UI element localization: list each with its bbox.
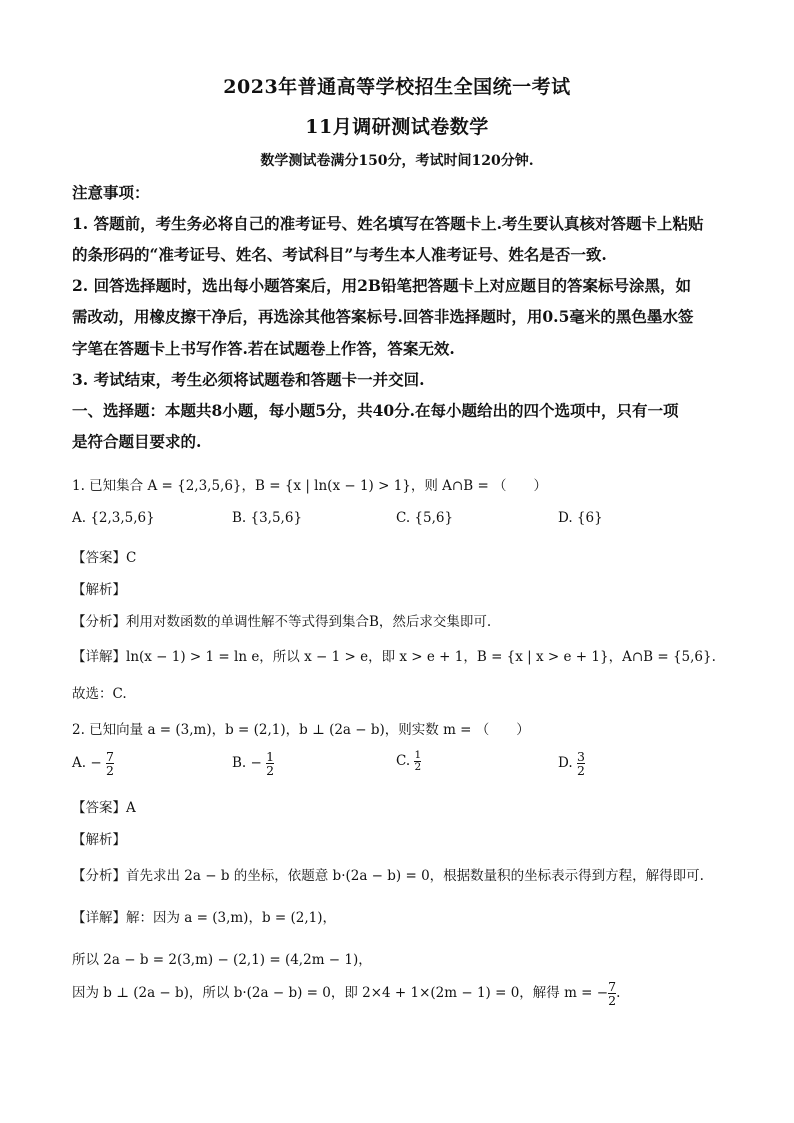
question-1-detail: 【详解】ln(x − 1) > 1 = ln e，所以 x − 1 > e，即 x > e + 1，B = {x | x > e + 1}，A∩B = {5,6}. [72,649,716,665]
option-b-sign: B. − [232,755,262,772]
option-b-numerator: 1 [266,749,275,764]
detail-3-denominator: 2 [608,993,617,1009]
option-c-sign: C. [396,753,415,770]
section-heading-line-2: 是符合题目要求的. [72,432,202,451]
note-3: 3. 考试结束，考生必须将试题卷和答题卡一并交回. [72,370,425,389]
option-d-fraction [577,750,585,777]
detail-3-text: 因为 b ⊥ (2a − b)，所以 b·(2a − b) = 0，即 2×4 + 1×(2m − 1) = 0，解得 m = − [72,985,609,1002]
question-1-option-b: B. {3,5,6} [232,510,303,526]
question-2-detail-1: 【详解】解：因为 a = (3,m)，b = (2,1)， [72,910,336,926]
question-1-conclusion: 故选：C. [72,686,127,702]
note-2-line-1: 2. 回答选择题时，选出每小题答案后，用2B铅笔把答题卡上对应题目的答案标号涂黑，如 [72,276,691,295]
notes-heading: 注意事项： [72,183,150,202]
note-2-line-2: 需改动，用橡皮擦干净后，再选涂其他答案标号.回答非选择题时，用0.5毫米的黑色墨水签 [72,307,694,326]
exam-title: 2023年普通高等学校招生全国统一考试 [223,76,571,98]
question-2-answer: 【答案】A [72,800,136,816]
question-2-analysis: 【分析】首先求出 2a − b 的坐标，依题意 b·(2a − b) = 0，根据数量积的坐标表示得到方程，解得即可. [72,868,704,884]
detail-3-end: . [616,985,621,1002]
option-b-fraction [266,750,274,777]
option-b-denominator: 2 [266,763,275,779]
option-a-denominator: 2 [105,763,114,779]
option-a-numerator: 7 [105,749,114,764]
detail-3-fraction [608,980,616,1007]
question-1-stem: 1. 已知集合 A = {2,3,5,6}，B = {x | ln(x − 1) > 1}，则 A∩B = （ ） [72,478,548,494]
section-heading-line-1: 一、选择题：本题共8小题，每小题5分，共40分.在每小题给出的四个选项中，只有一项 [72,401,679,420]
option-c-numerator: 1 [414,749,422,761]
note-1-line-1: 1. 答题前，考生务必将自己的准考证号、姓名填写在答题卡上.考生要认真核对答题卡上粘贴 [72,214,704,233]
question-1-answer: 【答案】C [72,550,137,566]
option-d-numerator: 3 [576,749,585,764]
question-1-analysis: 【分析】利用对数函数的单调性解不等式得到集合B，然后求交集即可. [72,614,492,630]
note-1-line-2: 的条形码的“准考证号、姓名、考试科目”与考生本人准考证号、姓名是否一致. [72,245,607,264]
option-a-sign: A. − [72,755,102,772]
question-2-option-d [558,750,585,777]
score-info: 数学测试卷满分150分，考试时间120分钟. [260,153,534,169]
option-c-denominator: 2 [414,761,422,774]
question-1-option-a: A. {2,3,5,6} [72,510,155,526]
question-2-analysis-label: 【解析】 [72,832,126,848]
question-2-option-c [396,750,421,773]
question-2-option-a [72,750,114,777]
note-2-line-3: 字笔在答题卡上书写作答.若在试题卷上作答，答案无效. [72,339,455,358]
question-2-detail-2: 所以 2a − b = 2(3,m) − (2,1) = (4,2m − 1)， [72,952,372,968]
question-1-option-c: C. {5,6} [396,510,454,526]
question-1-option-d: D. {6} [558,510,603,526]
detail-3-numerator: 7 [608,979,617,994]
question-2-detail-3 [72,980,620,1007]
option-a-fraction [106,750,114,777]
question-1-analysis-label: 【解析】 [72,582,126,598]
option-d-sign: D. [558,755,577,772]
question-2-option-b [232,750,274,777]
option-d-denominator: 2 [576,763,585,779]
exam-subtitle: 11月调研测试卷数学 [305,116,489,138]
question-2-stem: 2. 已知向量 a = (3,m)，b = (2,1)，b ⊥ (2a − b)，则实数 m = （ ） [72,722,530,738]
option-c-fraction [414,750,421,773]
